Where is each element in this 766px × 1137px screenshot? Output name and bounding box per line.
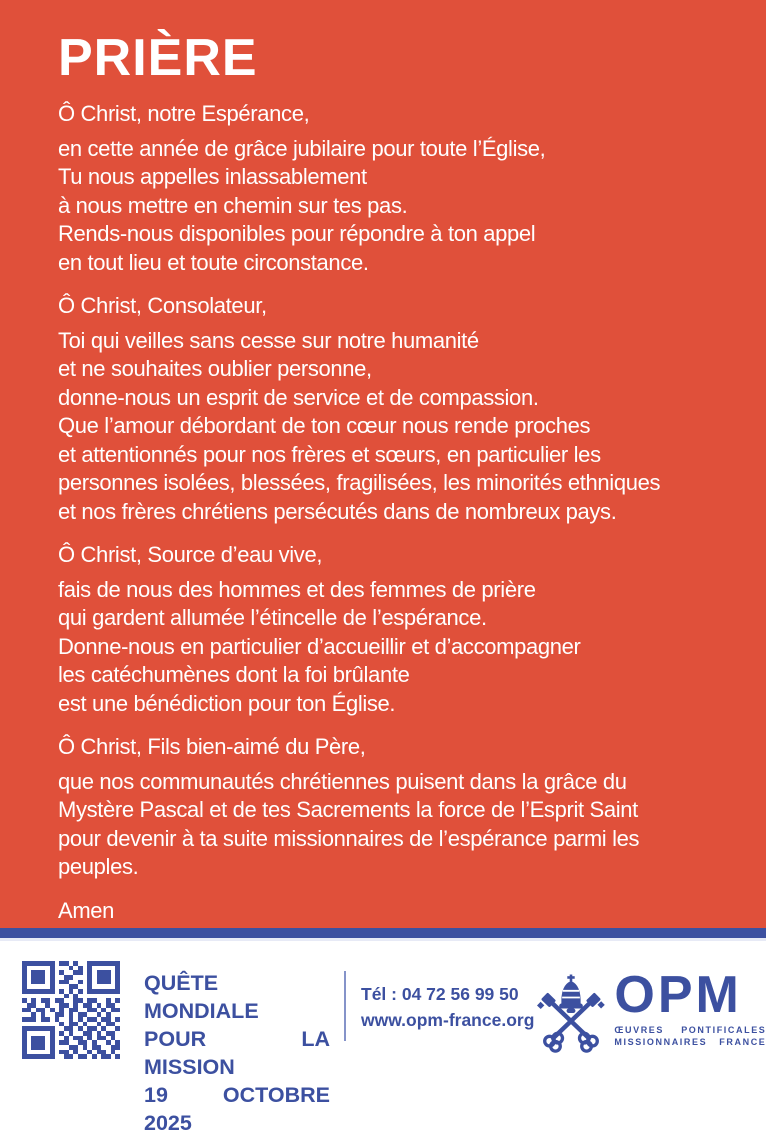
opm-acronym: OPM bbox=[614, 966, 742, 1024]
prayer-line: Mystère Pascal et de tes Sacrements la force de l’Esprit Saint bbox=[58, 797, 638, 822]
stanza-4-invocation: Ô Christ, Fils bien-aimé du Père, bbox=[58, 734, 366, 759]
opm-subtitle bbox=[614, 1024, 766, 1048]
prayer-line: Toi qui veilles sans cesse sur notre humanité bbox=[58, 327, 479, 353]
prayer-line: en cette année de grâce jubilaire pour toute l’Église, bbox=[58, 135, 546, 161]
prayer-line: fais de nous des hommes et des femmes de prière bbox=[58, 576, 536, 602]
prayer-line: les catéchumènes dont la foi brûlante bbox=[58, 662, 410, 687]
opm-wordmark-block bbox=[614, 966, 766, 1048]
papal-keys-icon bbox=[534, 973, 608, 1053]
vertical-divider bbox=[344, 971, 346, 1041]
prayer-line: à nous mettre en chemin sur tes pas. bbox=[58, 192, 408, 218]
campaign-block bbox=[144, 969, 330, 1137]
phone-number: Tél : 04 72 56 99 50 bbox=[361, 984, 519, 1004]
prayer-line: et ne souhaites oublier personne, bbox=[58, 356, 372, 381]
stanza-4 bbox=[58, 733, 730, 882]
campaign-line-3: 19 OCTOBRE 2025 bbox=[144, 1083, 330, 1135]
separator-bar bbox=[0, 928, 766, 941]
prayer-line: est une bénédiction pour ton Église. bbox=[58, 690, 396, 716]
prayer-line: donne-nous un esprit de service et de compassion. bbox=[58, 384, 539, 410]
footer bbox=[0, 941, 766, 1135]
amen-text: Amen bbox=[58, 897, 115, 923]
page-title: PRIÈRE bbox=[58, 29, 258, 87]
contact-block bbox=[361, 981, 534, 1033]
campaign-line-1: QUÊTE MONDIALE bbox=[144, 971, 259, 1023]
opm-logo bbox=[534, 966, 766, 1053]
stanza-1 bbox=[58, 100, 730, 277]
prayer-line: qui gardent allumée l’étincelle de l’espérance. bbox=[58, 605, 487, 630]
prayer-line: Rends-nous disponibles pour répondre à ton appel bbox=[58, 221, 536, 246]
opm-subtitle-line-1: ŒUVRES PONTIFICALES bbox=[614, 1025, 766, 1035]
qr-code bbox=[22, 961, 120, 1059]
prayer-line: peuples. bbox=[58, 854, 139, 879]
stanza-3 bbox=[58, 541, 730, 718]
prayer-line: Donne-nous en particulier d’accueillir et d’accompagner bbox=[58, 633, 581, 659]
prayer-line: et attentionnés pour nos frères et sœurs, en particulier les bbox=[58, 441, 601, 467]
campaign-line-2: POUR LA MISSION bbox=[144, 1027, 330, 1079]
stanza-3-invocation: Ô Christ, Source d’eau vive, bbox=[58, 542, 323, 567]
prayer-line: personnes isolées, blessées, fragilisées, les minorités ethniques bbox=[58, 470, 661, 495]
prayer-line: que nos communautés chrétiennes puisent dans la grâce du bbox=[58, 768, 627, 794]
prayer-line: pour devenir à ta suite missionnaires de l’espérance parmi les bbox=[58, 825, 640, 851]
website-url: www.opm-france.org bbox=[361, 1010, 535, 1030]
stanza-1-invocation: Ô Christ, notre Espérance, bbox=[58, 101, 310, 126]
opm-subtitle-line-2: MISSIONNAIRES FRANCE bbox=[614, 1037, 766, 1047]
prayer-line: Que l’amour débordant de ton cœur nous rende proches bbox=[58, 413, 591, 438]
prayer-line: Tu nous appelles inlassablement bbox=[58, 164, 367, 189]
stanza-2 bbox=[58, 292, 730, 526]
prayer-line: et nos frères chrétiens persécutés dans de nombreux pays. bbox=[58, 498, 617, 524]
prayer-line: en tout lieu et toute circonstance. bbox=[58, 249, 369, 275]
stanza-2-invocation: Ô Christ, Consolateur, bbox=[58, 293, 267, 318]
